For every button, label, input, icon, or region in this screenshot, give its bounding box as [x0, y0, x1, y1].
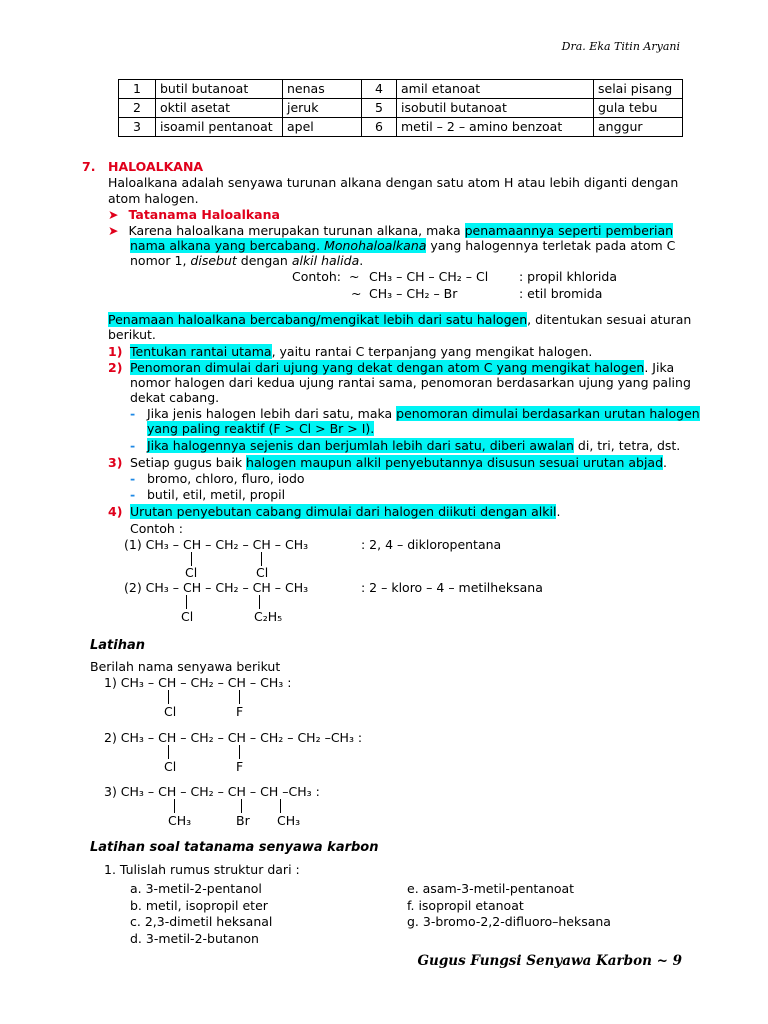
bond-line [261, 552, 262, 566]
bond-line [186, 595, 187, 609]
dash-bullet: - [130, 406, 136, 421]
table-cell: gula tebu [594, 99, 683, 118]
table-cell: nenas [283, 80, 362, 99]
latihan-q1-sub-1: Cl [164, 704, 177, 719]
list-item: b. metil, isopropil eter [130, 897, 268, 913]
section-title: HALOALKANA [108, 159, 204, 174]
contoh-label: Contoh: [292, 269, 341, 284]
subheading-tatanama: ➤ Tatanama Haloalkana [108, 207, 280, 222]
list-item: d. 3-metil-2-butanon [130, 930, 259, 946]
branched-example-1-name: : 2, 4 – dikloropentana [361, 537, 502, 552]
branched-example-2-name: : 2 – kloro – 4 – metilheksana [361, 580, 543, 595]
rule-1-number: 1) [108, 344, 123, 359]
table-cell: apel [283, 118, 362, 137]
table-cell: metil – 2 – amino benzoat [397, 118, 594, 137]
latihan-instruction: Berilah nama senyawa berikut [90, 659, 281, 674]
latihan-q3-sub-3: CH₃ [277, 813, 301, 828]
table-row [119, 99, 683, 118]
rule-2-line-2: nomor halogen dari kedua ujung rantai sama, penomoran berdasarkan ujung yang paling [130, 375, 691, 390]
list-item: c. 2,3-dimetil heksanal [130, 914, 273, 929]
table-cell: 6 [362, 118, 397, 137]
rule-3-dash-1: bromo, chloro, fluro, iodo [147, 471, 305, 486]
table-cell: 1 [119, 80, 156, 99]
branched-intro-line-1: Penamaan haloalkana bercabang/mengikat lebih dari satu halogen, ditentukan sesuai aturan [108, 312, 692, 327]
latihan-title: Latihan [90, 638, 146, 653]
intro-line-2: atom halogen. [108, 191, 199, 206]
rule-3-number: 3) [108, 455, 123, 470]
table-cell: isoamil pentanoat [156, 118, 283, 137]
list-item: e. asam-3-metil-pentanoat [407, 881, 575, 896]
table-cell: isobutil butanoat [397, 99, 594, 118]
table-cell: selai pisang [594, 80, 683, 99]
example-2-name: : etil bromida [519, 286, 603, 301]
table-row [119, 118, 683, 137]
example-1-name: : propil khlorida [519, 269, 617, 284]
table-cell: 3 [119, 118, 156, 137]
rule-2-dash-1-line-2: yang paling reaktif (F > Cl > Br > I). [147, 421, 375, 436]
rule-2-line-1: Penomoran dimulai dari ujung yang dekat dengan atom C yang mengikat halogen. Jika [130, 360, 675, 375]
items-left-list [130, 881, 272, 947]
bullet-line-1: ➤ Karena haloalkana merupakan turunan alkana, maka penamaannya seperti pemberian [108, 223, 674, 238]
bond-line [191, 552, 192, 566]
table-cell: butil butanoat [156, 80, 283, 99]
bond-line [241, 799, 242, 813]
ester-aroma-table [118, 79, 683, 137]
table-cell: 5 [362, 99, 397, 118]
latihan-question-1: 1) CH₃ – CH – CH₂ – CH – CH₃ : [104, 675, 292, 690]
latihan-q1-sub-2: F [236, 704, 244, 719]
page-header-author: Dra. Eka Titin Aryani [561, 40, 680, 53]
rule-2-number: 2) [108, 360, 123, 375]
rule-4-text: Urutan penyebutan cabang dimulai dari halogen diikuti dengan alkil. [130, 504, 561, 519]
bond-line [239, 745, 240, 759]
dash-bullet: - [130, 471, 136, 486]
rule-2-dash-1-line-1: Jika jenis halogen lebih dari satu, maka penomoran dimulai berdasarkan urutan halogen [147, 406, 700, 421]
table-cell: anggur [594, 118, 683, 137]
rule-4-number: 4) [108, 504, 123, 519]
bond-line [259, 595, 260, 609]
list-item: a. 3-metil-2-pentanol [130, 881, 262, 896]
dash-bullet: - [130, 487, 136, 502]
section-number: 7. [82, 159, 96, 174]
branched-example-1-sub-2: Cl [256, 565, 269, 580]
table-row [119, 80, 683, 99]
latihan-q2-sub-1: Cl [164, 759, 177, 774]
bond-line [168, 690, 169, 704]
rule-3-dash-2: butil, etil, metil, propil [147, 487, 286, 502]
rule-1-text: Tentukan rantai utama, yaitu rantai C terpanjang yang mengikat halogen. [130, 344, 593, 359]
branched-intro-line-2: berikut. [108, 327, 156, 342]
bond-line [168, 745, 169, 759]
table-cell: 4 [362, 80, 397, 99]
branched-example-2-sub-2: C₂H₅ [254, 609, 283, 624]
arrow-bullet-icon: ➤ [108, 223, 119, 238]
example-2-tilde: ~ [351, 286, 362, 301]
arrow-bullet-icon: ➤ [108, 207, 119, 222]
bond-line [239, 690, 240, 704]
branched-example-1-formula: (1) CH₃ – CH – CH₂ – CH – CH₃ [124, 537, 309, 552]
bullet-line-3: nomor 1, disebut dengan alkil halida. [130, 253, 364, 268]
table-cell: jeruk [283, 99, 362, 118]
example-1-tilde: ~ [349, 269, 360, 284]
rule-3-text: Setiap gugus baik halogen maupun alkil penyebutannya disusun sesuai urutan abjad. [130, 455, 668, 470]
branched-example-2-sub-1: Cl [181, 609, 194, 624]
branched-example-1-sub-1: Cl [185, 565, 198, 580]
latihan-q3-sub-2: Br [236, 813, 250, 828]
items-right-list [407, 881, 611, 931]
latihan-q2-sub-2: F [236, 759, 244, 774]
table-cell: oktil asetat [156, 99, 283, 118]
table-cell: amil etanoat [397, 80, 594, 99]
bond-line [174, 799, 175, 813]
latihan-question-2: 2) CH₃ – CH – CH₂ – CH – CH₂ – CH₂ –CH₃ : [104, 730, 363, 745]
latihan-soal-title: Latihan soal tatanama senyawa karbon [90, 840, 379, 855]
page-footer: Gugus Fungsi Senyawa Karbon ~ 9 [417, 953, 682, 969]
latihan-soal-question-1: 1. Tulislah rumus struktur dari : [104, 862, 300, 877]
list-item: f. isopropil etanoat [407, 897, 524, 913]
branched-example-2-formula: (2) CH₃ – CH – CH₂ – CH – CH₃ [124, 580, 309, 595]
contoh-label-2: Contoh : [130, 521, 183, 536]
rule-2-line-3: dekat cabang. [130, 390, 220, 405]
list-item: g. 3-bromo-2,2-difluoro–heksana [407, 914, 611, 929]
bond-line [280, 799, 281, 813]
latihan-q3-sub-1: CH₃ [168, 813, 192, 828]
example-2-formula: CH₃ – CH₂ – Br [369, 286, 458, 301]
example-1-formula: CH₃ – CH – CH₂ – Cl [369, 269, 489, 284]
dash-bullet: - [130, 438, 136, 453]
rule-2-dash-2: Jika halogennya sejenis dan berjumlah lebih dari satu, diberi awalan di, tri, tetra, dst. [147, 438, 681, 453]
latihan-question-3: 3) CH₃ – CH – CH₂ – CH – CH –CH₃ : [104, 784, 320, 799]
bullet-line-2: nama alkana yang bercabang. Monohaloalkana yang halogennya terletak pada atom C [130, 238, 676, 253]
intro-line-1: Haloalkana adalah senyawa turunan alkana dengan satu atom H atau lebih diganti dengan [108, 175, 679, 190]
table-cell: 2 [119, 99, 156, 118]
